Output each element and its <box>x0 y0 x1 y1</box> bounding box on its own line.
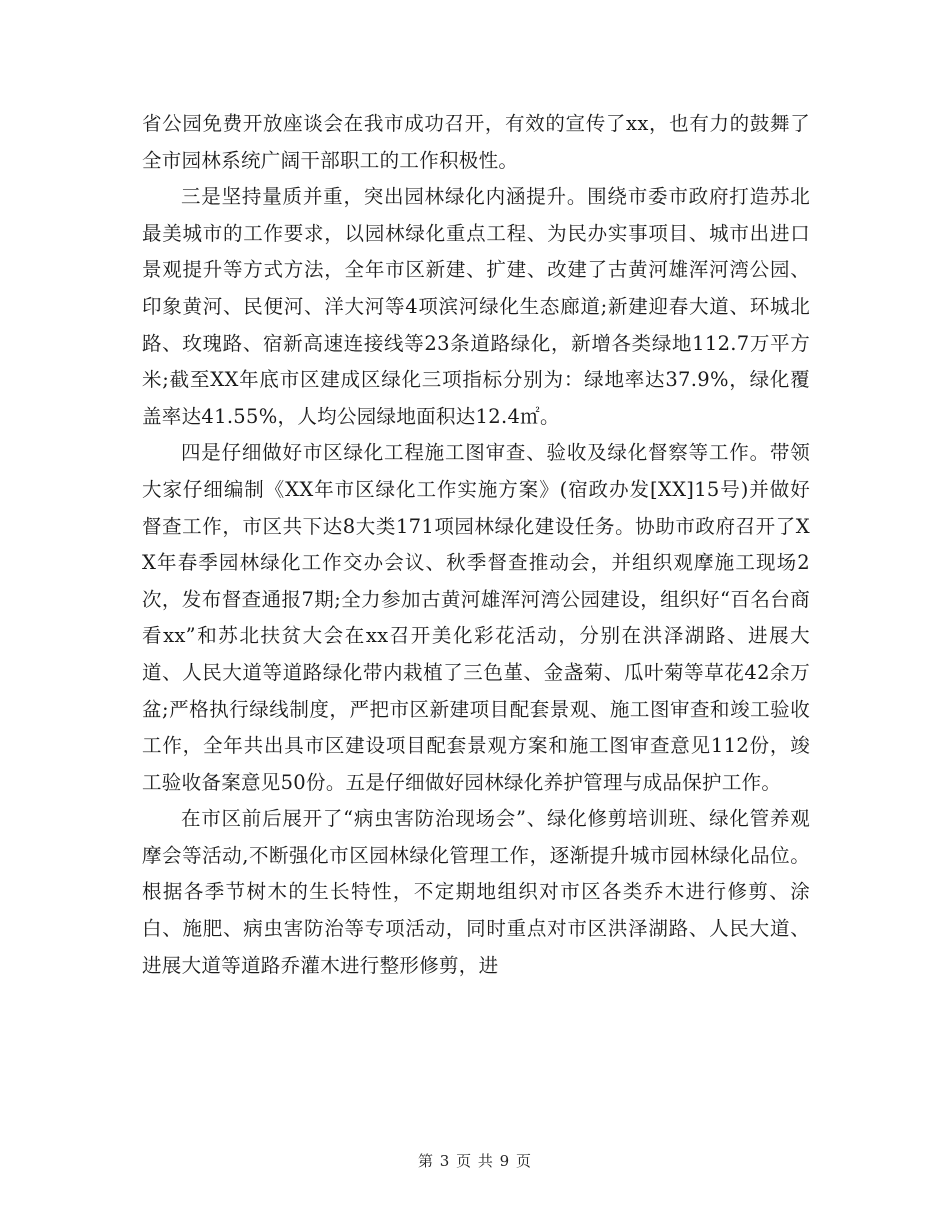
page-number-label: 第 3 页 共 9 页 <box>418 1152 532 1170</box>
paragraph-continuation: 省公园免费开放座谈会在我市成功召开，有效的宣传了xx，也有力的鼓舞了全市园林系统广阔干部职工的工作积极性。 <box>142 112 810 172</box>
paragraph-item-four: 四是仔细做好市区绿化工程施工图审查、验收及绿化督察等工作。带领大家仔细编制《XX年市区绿化工作实施方案》(宿政办发[XX]15号)并做好督查工作，市区共下达8大类171项园林绿化建设任务。协助市政府召开了XX年春季园林绿化工作交办会议、秋季督查推动会，并组织观摩施工现场2次，发布督查通报7期;全力参加古黄河雄浑河湾公园建设，组织好“百名台商看xx”和苏北扶贫大会在xx召开美化彩花活动，分别在洪泽湖路、进展大道、人民大道等道路绿化带内栽植了三色堇、金盏菊、瓜叶菊等草花42余万盆;严格执行绿线制度，严把市区新建项目配套景观、施工图审查和竣工验收工作，全年共出具市区建设项目配套景观方案和施工图审查意见112份，竣工验收备案意见50份。五是仔细做好园林绿化养护管理与成品保护工作。 <box>142 441 810 794</box>
paragraph-item-three: 三是坚持量质并重，突出园林绿化内涵提升。围绕市委市政府打造苏北最美城市的工作要求，以园林绿化重点工程、为民办实事项目、城市出进口景观提升等方式方法，全年市区新建、扩建、改建了古黄河雄浑河湾公园、印象黄河、民便河、洋大河等4项滨河绿化生态廊道;新建迎春大道、环城北路、玫瑰路、宿新高速连接线等23条道路绿化，新增各类绿地112.7万平方米;截至XX年底市区建成区绿化三项指标分别为：绿地率达37.9%，绿化覆盖率达41.55%，人均公园绿地面积达12.4㎡。 <box>142 185 810 428</box>
document-body <box>142 106 810 984</box>
page-footer <box>0 1151 950 1171</box>
paragraph-management: 在市区前后展开了“病虫害防治现场会”、绿化修剪培训班、绿化管养观摩会等活动,不断强化市区园林绿化管理工作，逐渐提升城市园林绿化品位。根据各季节树木的生长特性，不定期地组织对市区各类乔木进行修剪、涂白、施肥、病虫害防治等专项活动，同时重点对市区洪泽湖路、人民大道、进展大道等道路乔灌木进行整形修剪，进 <box>142 807 810 977</box>
